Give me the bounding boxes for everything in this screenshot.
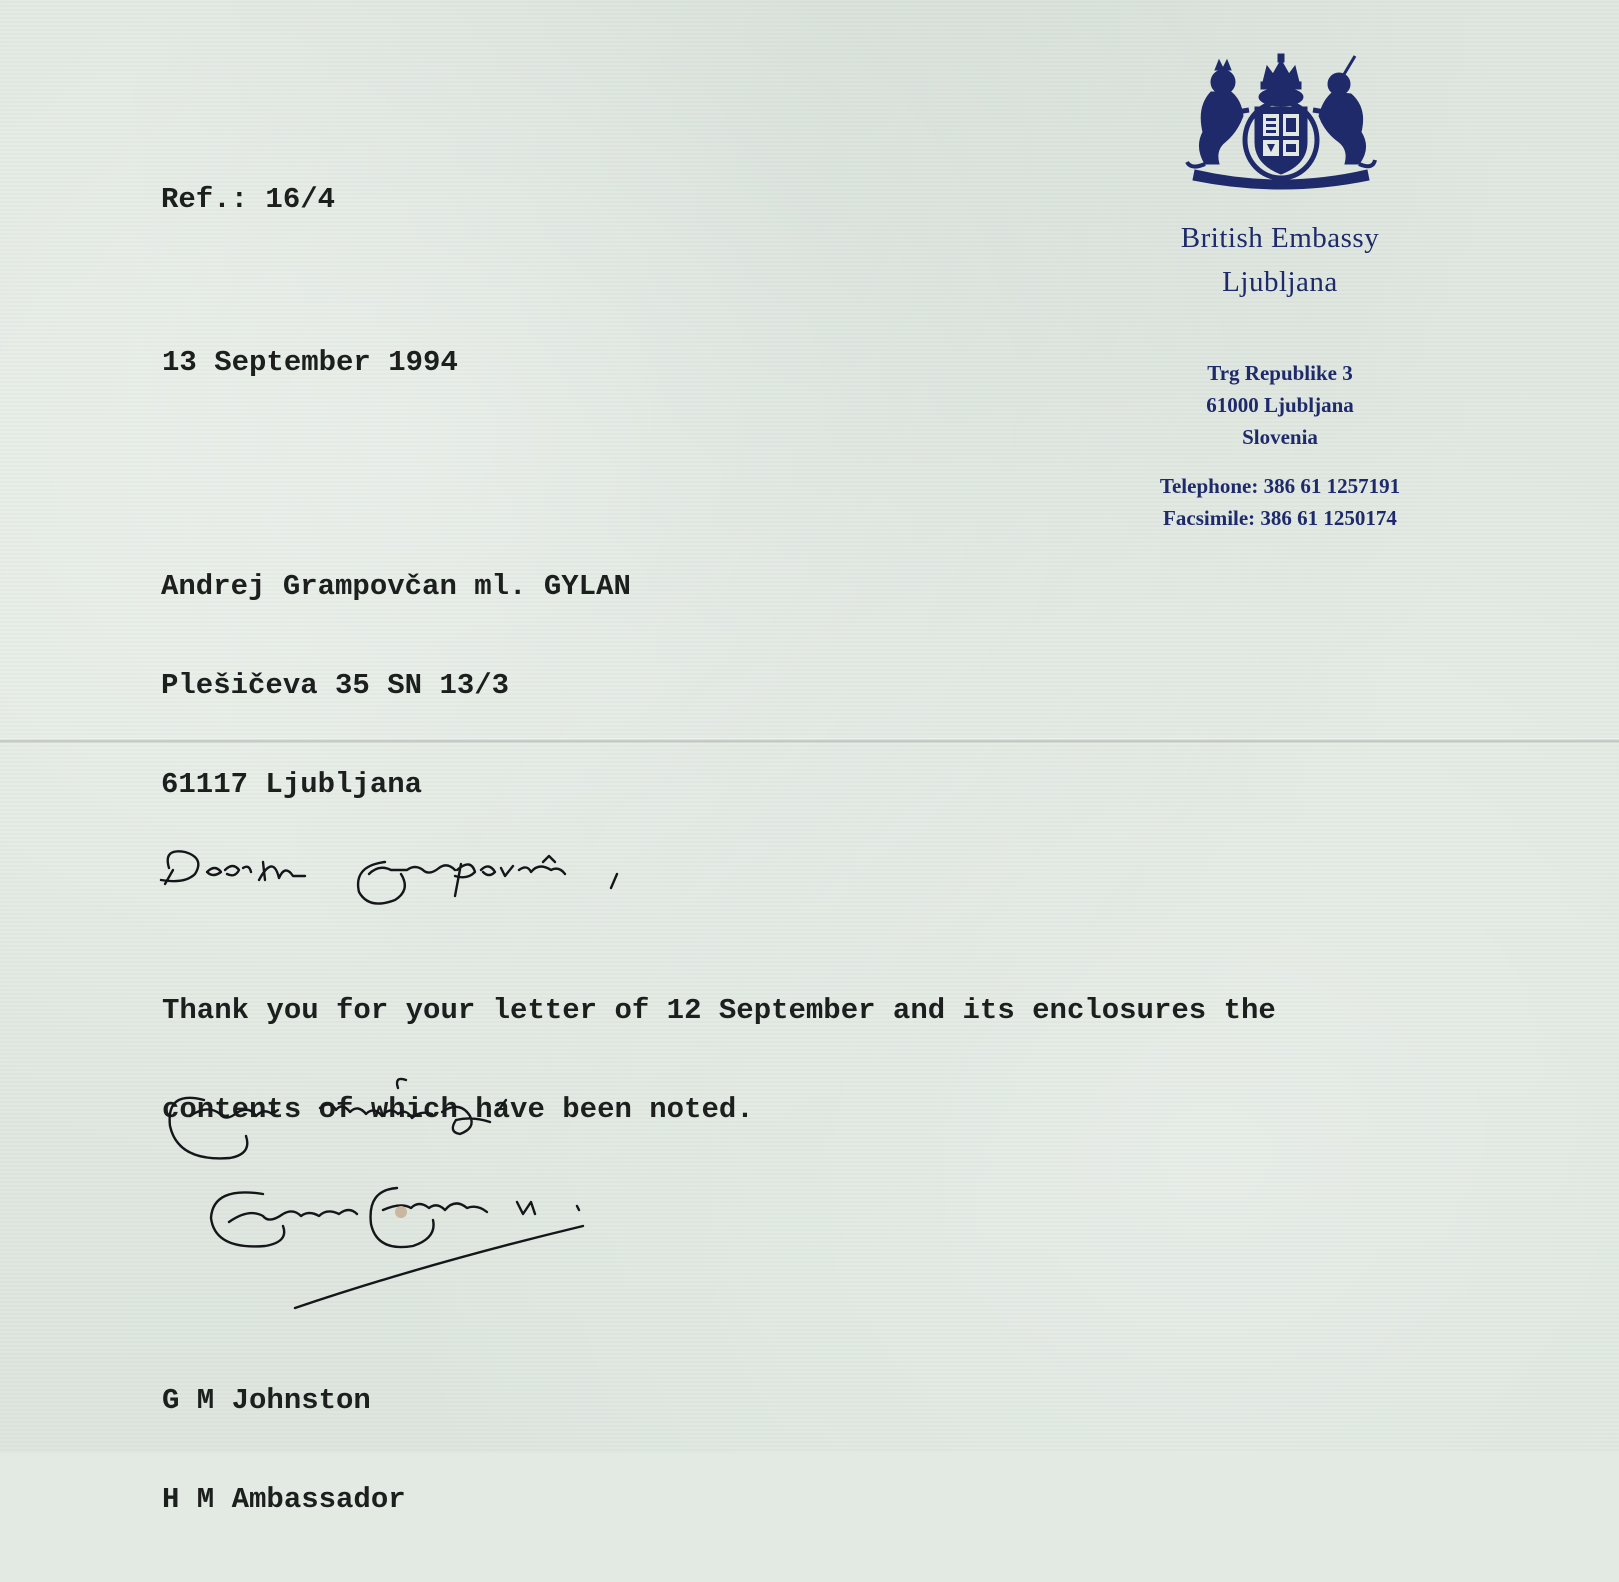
letterhead-address xyxy=(1110,357,1450,453)
letter-date: 13 September 1994 xyxy=(162,346,458,379)
letterhead-address-line2: 61000 Ljubljana xyxy=(1206,393,1354,417)
recipient-line2: Plešičeva 35 SN 13/3 xyxy=(161,669,510,702)
recipient-address xyxy=(161,504,631,867)
body-line1: Thank you for your letter of 12 September and its enclosures the xyxy=(162,994,1276,1027)
letterhead-name xyxy=(1090,216,1470,304)
letterhead-address-line1: Trg Republike 3 xyxy=(1207,361,1353,385)
letterhead-name-line2: Ljubljana xyxy=(1222,266,1338,298)
royal-coat-of-arms-icon xyxy=(1185,52,1377,194)
recipient-line1: Andrej Grampovčan ml. GYLAN xyxy=(161,570,631,603)
reference-number: Ref.: 16/4 xyxy=(161,183,336,216)
signatory-title: H M Ambassador xyxy=(162,1483,406,1516)
letterhead-address-line3: Slovenia xyxy=(1242,425,1318,449)
letterhead-name-line1: British Embassy xyxy=(1180,222,1380,254)
signatory-name: G M Johnston xyxy=(162,1384,371,1417)
letterhead-facsimile: Facsimile: 386 61 1250174 xyxy=(1163,506,1397,530)
signatory-block xyxy=(162,1318,406,1582)
letterhead-contacts xyxy=(1110,470,1450,534)
recipient-line3: 61117 Ljubljana xyxy=(161,768,423,801)
letterhead-telephone: Telephone: 386 61 1257191 xyxy=(1159,474,1401,498)
body-line2: contents of which have been noted. xyxy=(162,1093,754,1126)
